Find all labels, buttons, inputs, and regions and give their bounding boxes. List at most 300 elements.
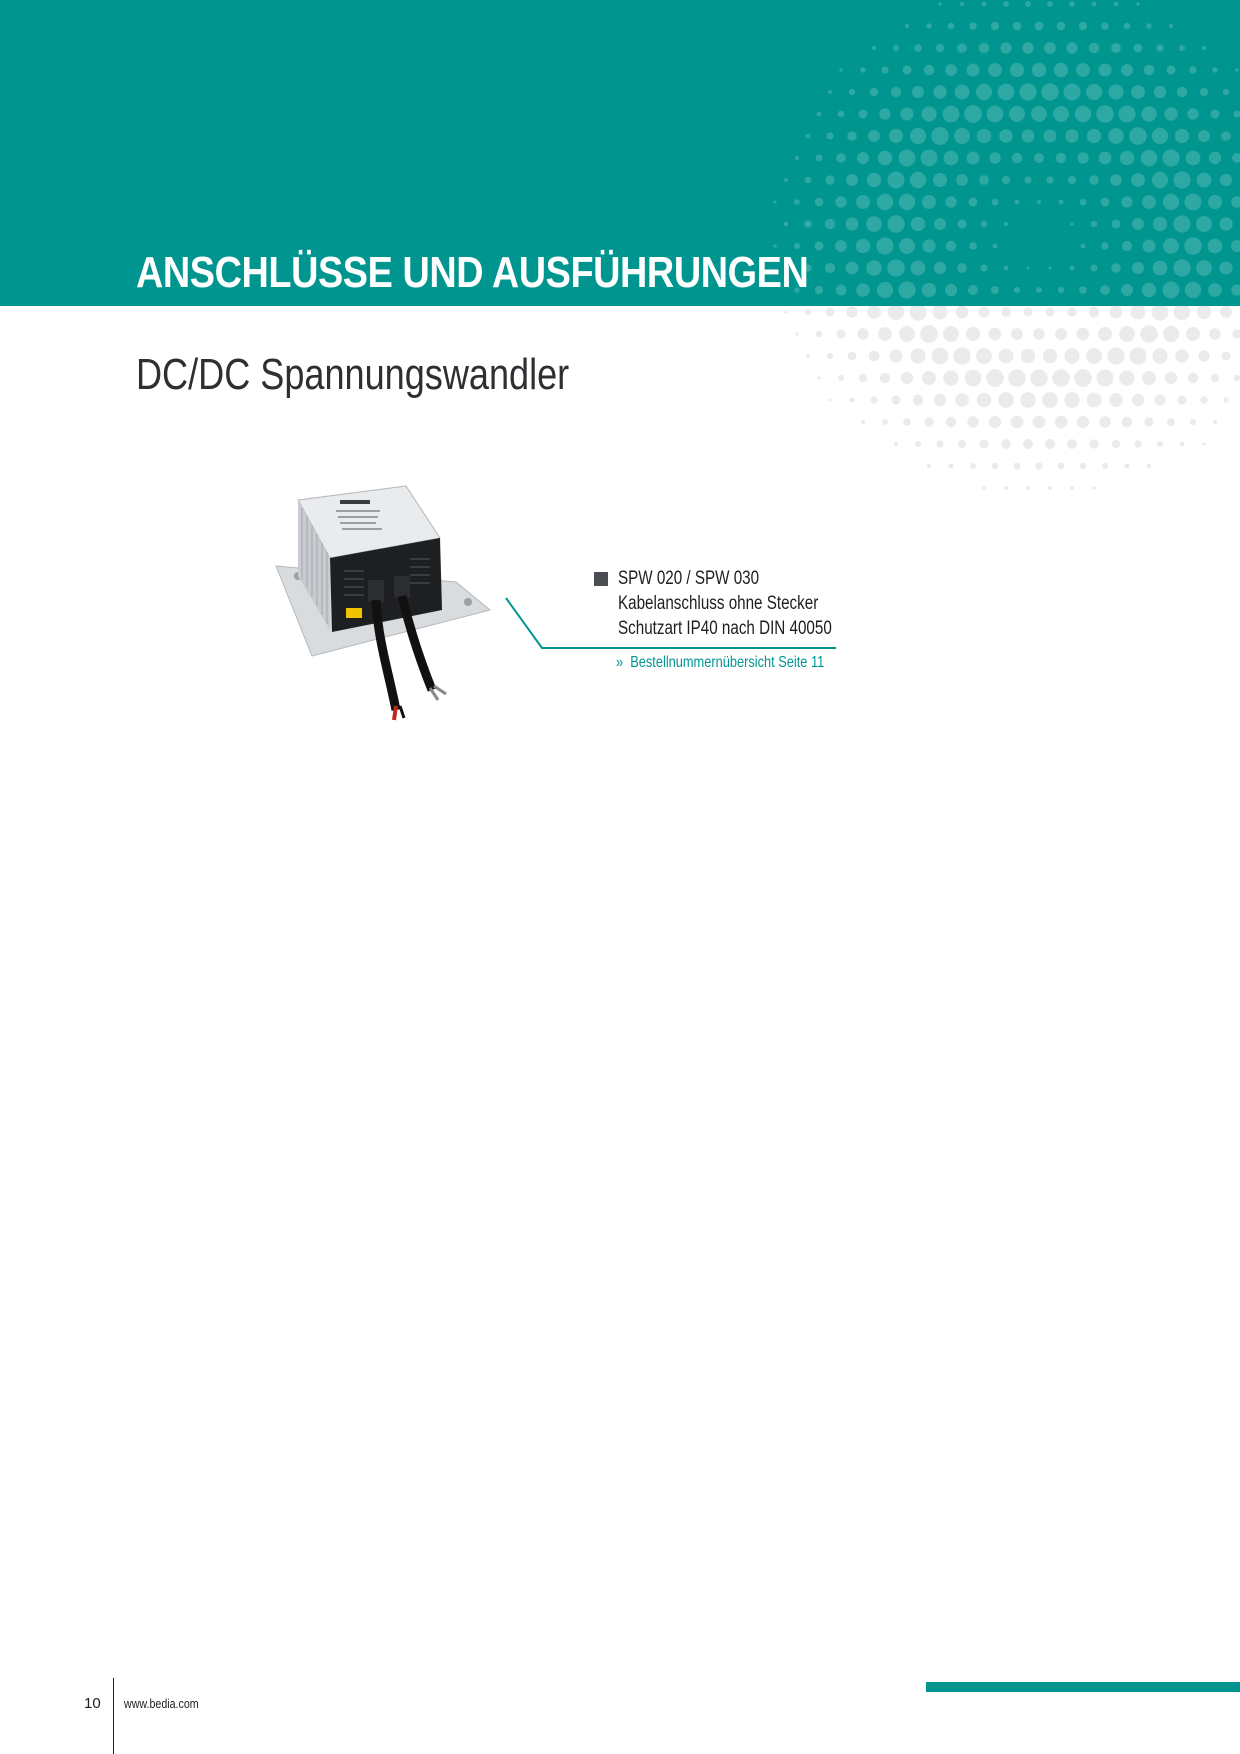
decorative-dot: [849, 397, 854, 402]
decorative-dot: [1119, 370, 1135, 386]
decorative-dot: [1067, 439, 1077, 449]
decorative-dot: [934, 394, 946, 406]
decorative-dot: [869, 351, 880, 362]
decorative-dot: [1041, 83, 1058, 100]
decorative-dot: [936, 44, 945, 53]
decorative-dot: [957, 263, 967, 273]
decorative-dot: [933, 85, 947, 99]
decorative-dot: [894, 442, 898, 446]
decorative-dot: [945, 284, 957, 296]
decorative-dot: [936, 440, 943, 447]
decorative-dot: [856, 195, 870, 209]
decorative-dot: [1180, 442, 1185, 447]
decorative-dot: [888, 306, 904, 320]
decorative-dot: [900, 107, 913, 120]
decorative-dot: [1059, 200, 1064, 205]
decorative-dot: [1070, 222, 1074, 226]
decorative-dot: [1156, 44, 1163, 51]
decorative-dot: [905, 24, 909, 28]
decorative-dot: [817, 376, 821, 380]
decorative-dot: [964, 105, 982, 123]
decorative-dot: [1099, 416, 1111, 428]
decorative-dot: [1089, 43, 1100, 54]
decorative-dot: [899, 238, 915, 254]
decorative-dot: [943, 106, 960, 123]
decorative-dot: [927, 464, 931, 468]
decorative-dot: [1219, 217, 1232, 230]
decorative-dot: [914, 44, 921, 51]
decorative-dot: [934, 218, 946, 230]
decorative-dot: [848, 352, 857, 361]
decorative-dot: [1014, 463, 1021, 470]
decorative-dot: [846, 262, 859, 275]
decorative-dot: [1185, 282, 1201, 298]
decorative-dot: [1143, 240, 1156, 253]
decorative-dot: [1058, 287, 1064, 293]
decorative-dot: [979, 43, 990, 54]
decorative-dot: [1037, 200, 1041, 204]
decorative-dot: [1142, 283, 1156, 297]
decorative-dot: [1052, 369, 1070, 387]
decorative-dot: [1026, 266, 1029, 269]
decorative-dot: [804, 220, 812, 228]
decorative-dot: [999, 349, 1014, 364]
decorative-dot: [1097, 370, 1114, 387]
decorative-dot: [1144, 65, 1155, 76]
decorative-dot: [1179, 45, 1185, 51]
decorative-dot: [1142, 371, 1156, 385]
decorative-dot: [1004, 486, 1008, 490]
decorative-dot: [1122, 417, 1133, 428]
decorative-dot: [1001, 439, 1011, 449]
decorative-dot: [954, 128, 970, 144]
footer-accent-bar: [926, 1682, 1240, 1692]
decorative-dot: [1008, 369, 1026, 387]
decorative-dot: [1020, 392, 1036, 408]
page-number: 10: [84, 1695, 101, 1712]
decorative-dot: [1100, 285, 1110, 295]
decorative-dot: [1064, 392, 1079, 407]
decorative-dot: [911, 261, 926, 276]
decorative-dot: [825, 263, 835, 273]
decorative-dot: [1068, 176, 1076, 184]
decorative-dot: [1055, 328, 1067, 340]
decorative-dot: [1012, 153, 1022, 163]
decorative-dot: [1208, 195, 1222, 209]
decorative-dot: [1234, 375, 1240, 381]
decorative-dot: [1169, 24, 1173, 28]
decorative-dot: [1154, 86, 1166, 98]
decorative-dot: [921, 150, 938, 167]
decorative-dot: [910, 348, 925, 363]
decorative-dot: [1211, 374, 1219, 382]
decorative-dot: [967, 64, 980, 77]
decorative-dot: [1043, 349, 1058, 364]
header-banner: [0, 0, 1240, 306]
decorative-dot: [1163, 326, 1179, 342]
decorative-dot: [912, 86, 924, 98]
decorative-dot: [1080, 199, 1087, 206]
decorative-dot: [861, 420, 865, 424]
product-model: SPW 020 / SPW 030: [618, 568, 760, 589]
decorative-dot: [958, 440, 966, 448]
footer-divider: [113, 1678, 114, 1754]
decorative-dot: [938, 2, 941, 5]
decorative-dot: [870, 396, 877, 403]
decorative-dot: [910, 172, 926, 188]
decorative-dot: [969, 242, 977, 250]
decorative-dot: [1167, 418, 1175, 426]
decorative-dot: [1099, 64, 1112, 77]
decorative-dot: [1092, 2, 1097, 7]
decorative-dot: [1030, 369, 1047, 386]
decorative-dot: [957, 219, 966, 228]
decorative-dot: [1189, 66, 1196, 73]
decorative-dot: [891, 87, 901, 97]
decorative-dot: [980, 264, 987, 271]
decorative-dot: [892, 396, 901, 405]
decorative-dot: [1055, 416, 1068, 429]
decorative-dot: [1024, 308, 1033, 317]
decorative-dot: [1035, 22, 1044, 31]
decorative-dot: [1057, 22, 1066, 31]
decorative-dot: [816, 155, 823, 162]
decorative-dot: [1175, 129, 1189, 143]
decorative-dot: [1066, 42, 1077, 53]
decorative-dot: [1141, 150, 1158, 167]
decorative-dot: [1163, 238, 1179, 254]
decorative-dot: [1089, 175, 1099, 185]
decorative-dot: [1203, 443, 1206, 446]
decorative-dot: [987, 106, 1004, 123]
decorative-dot: [1036, 287, 1042, 293]
decorative-dot: [982, 2, 987, 7]
decorative-dot: [1209, 328, 1221, 340]
decorative-dot: [1019, 83, 1036, 100]
decorative-dot: [993, 244, 998, 249]
decorative-dot: [1004, 266, 1009, 271]
decorative-dot: [1070, 486, 1074, 490]
decorative-dot: [981, 221, 988, 228]
decorative-dot: [1023, 439, 1033, 449]
decorative-dot: [856, 283, 870, 297]
decorative-dot: [1065, 129, 1078, 142]
decorative-dot: [943, 370, 958, 385]
decorative-dot: [847, 131, 857, 141]
decorative-dot: [979, 307, 990, 318]
decorative-dot: [1163, 194, 1179, 210]
decorative-dot: [933, 173, 947, 187]
decorative-dot: [934, 262, 946, 274]
decorative-dot: [992, 199, 999, 206]
decorative-dot: [931, 127, 949, 145]
decorative-dot: [956, 174, 968, 186]
decorative-dot: [915, 441, 921, 447]
decorative-dot: [1146, 23, 1152, 29]
decorative-dot: [976, 348, 992, 364]
decorative-dot: [1132, 262, 1144, 274]
decorative-dot: [926, 23, 931, 28]
decorative-dot: [1124, 23, 1131, 30]
decorative-dot: [1011, 416, 1024, 429]
decorative-dot: [1075, 106, 1092, 123]
decorative-dot: [1077, 152, 1088, 163]
decorative-dot: [1173, 215, 1190, 232]
decorative-dot: [1185, 194, 1202, 211]
decorative-dot: [1022, 42, 1034, 54]
decorative-dot: [1009, 106, 1025, 122]
decorative-dot: [1086, 348, 1102, 364]
decorative-dot: [1003, 1, 1009, 7]
decorative-dot: [922, 371, 936, 385]
decorative-dot: [1048, 486, 1052, 490]
decorative-dot: [986, 369, 1004, 387]
decorative-dot: [944, 151, 959, 166]
decorative-dot: [1076, 63, 1090, 77]
decorative-dot: [867, 173, 881, 187]
decorative-dot: [933, 306, 948, 320]
decorative-dot: [1026, 486, 1030, 490]
decorative-dot: [1092, 486, 1096, 490]
decorative-dot: [911, 217, 926, 232]
decorative-dot: [857, 328, 868, 339]
decorative-dot: [1044, 42, 1056, 54]
decorative-dot: [773, 200, 776, 203]
decorative-dot: [1200, 396, 1207, 403]
decorative-dot: [1129, 127, 1147, 145]
decorative-dot: [1053, 106, 1069, 122]
decorative-dot: [1152, 348, 1167, 363]
decorative-dot: [977, 393, 992, 408]
decorative-dot: [1162, 149, 1179, 166]
decorative-dot: [1198, 130, 1210, 142]
decorative-dot: [1200, 88, 1208, 96]
decorative-dot: [1221, 131, 1231, 141]
decorative-dot: [795, 332, 799, 336]
decorative-dot: [992, 463, 999, 470]
decorative-dot: [825, 175, 834, 184]
decorative-dot: [945, 196, 956, 207]
decorative-dot: [924, 417, 933, 426]
decorative-dot: [1164, 107, 1177, 120]
decorative-dot: [982, 486, 986, 490]
decorative-dot: [1209, 152, 1221, 164]
decorative-dot: [1223, 397, 1228, 402]
decorative-dot: [795, 156, 799, 160]
decorative-dot: [835, 240, 847, 252]
decorative-dot: [889, 349, 902, 362]
decorative-dot: [922, 283, 937, 298]
decorative-dot: [1086, 84, 1102, 100]
decorative-dot: [1032, 63, 1046, 77]
decorative-dot: [1144, 417, 1153, 426]
decorative-dot: [966, 327, 980, 341]
decorative-dot: [1080, 463, 1087, 470]
product-protection: Schutzart IP40 nach DIN 40050: [618, 618, 832, 639]
decorative-dot: [899, 326, 915, 342]
decorative-dot: [888, 172, 905, 189]
decorative-dot: [956, 306, 969, 318]
decorative-dot: [955, 393, 969, 407]
decorative-dot: [1121, 64, 1133, 76]
decorative-dot: [998, 392, 1013, 407]
decorative-dot: [1212, 67, 1217, 72]
decorative-dot: [1140, 325, 1158, 343]
order-number-link[interactable]: [616, 652, 824, 674]
decorative-dot: [991, 286, 999, 294]
decorative-dot: [846, 174, 858, 186]
decorative-dot: [969, 198, 978, 207]
decorative-dot: [1034, 153, 1044, 163]
decorative-dot: [1174, 306, 1191, 320]
decorative-dot: [1124, 463, 1129, 468]
decorative-dot: [817, 112, 822, 117]
decorative-dot: [828, 90, 832, 94]
decorative-dot: [1022, 130, 1035, 143]
decorative-dot: [806, 354, 810, 358]
decorative-dot: [1112, 220, 1121, 229]
decorative-dot: [921, 106, 936, 121]
decorative-dot: [866, 260, 882, 276]
decorative-dot: [1119, 326, 1135, 342]
decorative-dot: [868, 130, 880, 142]
decorative-dot: [979, 439, 988, 448]
decorative-dot: [849, 89, 855, 95]
decorative-dot: [1096, 105, 1114, 123]
decorative-dot: [806, 134, 811, 139]
decorative-dot: [784, 178, 788, 182]
decorative-dot: [1107, 347, 1124, 364]
decorative-dot: [1223, 89, 1229, 95]
decorative-dot: [1190, 419, 1196, 425]
decorative-dot: [920, 325, 938, 343]
decorative-dot: [1025, 1, 1031, 7]
decorative-dot: [955, 85, 970, 100]
decorative-dot: [826, 132, 833, 139]
decorative-dot: [1232, 153, 1240, 163]
decorative-dot: [1042, 392, 1058, 408]
decorative-dot: [1045, 439, 1055, 449]
decorative-dot: [1188, 373, 1198, 383]
decorative-dot: [1114, 2, 1118, 6]
decorative-dot: [998, 84, 1015, 101]
decorative-dot: [1235, 68, 1238, 71]
decorative-dot: [815, 286, 823, 294]
decorative-dot: [1021, 349, 1036, 364]
decorative-dot: [1219, 261, 1232, 274]
decorative-dot: [887, 215, 904, 232]
decorative-dot: [856, 239, 871, 254]
decorative-dot: [924, 65, 934, 75]
decorative-dot: [1147, 464, 1151, 468]
decorative-dot: [1046, 176, 1053, 183]
decorative-dot: [877, 282, 893, 298]
decorative-dot: [989, 152, 1000, 163]
decorative-dot: [899, 150, 916, 167]
decorative-dot: [826, 308, 835, 317]
decorative-dot: [1102, 463, 1108, 469]
product-image: [270, 480, 510, 730]
decorative-dot: [1155, 395, 1166, 406]
decorative-dot: [953, 347, 970, 364]
decorative-dot: [922, 195, 936, 209]
decorative-dot: [1153, 261, 1168, 276]
decorative-dot: [1070, 266, 1075, 271]
decorative-dot: [1067, 307, 1077, 317]
decorative-dot: [1031, 106, 1047, 122]
link-marker: »: [616, 654, 624, 671]
decorative-dot: [881, 66, 888, 73]
decorative-dot: [1121, 196, 1132, 207]
section-title: ANSCHLÜSSE UND AUSFÜHRUNGEN: [136, 248, 809, 297]
decorative-dot: [1196, 260, 1212, 276]
decorative-dot: [893, 45, 899, 51]
page-title: DC/DC Spannungswandler: [136, 350, 570, 399]
decorative-dot: [967, 416, 978, 427]
decorative-dot: [965, 370, 982, 387]
decorative-dot: [1058, 463, 1065, 470]
decorative-dot: [1001, 307, 1011, 317]
decorative-dot: [976, 84, 992, 100]
decorative-dot: [1111, 263, 1120, 272]
decorative-dot: [825, 219, 835, 229]
decorative-dot: [867, 306, 881, 319]
decorative-dot: [1196, 216, 1212, 232]
decorative-dot: [877, 194, 894, 211]
decorative-dot: [999, 129, 1013, 143]
decorative-dot: [1177, 87, 1187, 97]
decorative-dot: [1152, 128, 1168, 144]
decorative-dot: [943, 326, 959, 342]
decorative-dot: [946, 417, 956, 427]
decorative-dot: [1165, 372, 1177, 384]
decorative-dot: [1091, 221, 1097, 227]
decorative-dot: [1231, 196, 1240, 208]
decorative-dot: [1079, 286, 1087, 294]
decorative-dot: [1101, 198, 1110, 207]
decorative-dot: [1002, 176, 1010, 184]
decorative-dot: [1077, 416, 1089, 428]
decorative-dot: [827, 353, 833, 359]
decorative-dot: [968, 285, 978, 295]
decorative-dot: [880, 373, 890, 383]
decorative-dot: [1046, 308, 1055, 317]
decorative-dot: [1131, 306, 1146, 319]
product-connection: Kabelanschluss ohne Stecker: [618, 593, 819, 614]
decorative-dot: [1098, 327, 1112, 341]
decorative-dot: [872, 46, 876, 50]
decorative-dot: [1079, 22, 1087, 30]
decorative-dot: [866, 216, 882, 232]
decorative-dot: [889, 129, 903, 143]
decorative-dot: [1134, 440, 1141, 447]
decorative-dot: [878, 151, 893, 166]
decorative-dot: [1110, 306, 1123, 318]
bullet-square: [594, 572, 608, 586]
decorative-dot: [794, 199, 800, 205]
decorative-dot: [1089, 439, 1098, 448]
decorative-dot: [922, 239, 935, 252]
decorative-dot: [1120, 151, 1135, 166]
decorative-dot: [970, 463, 976, 469]
decorative-dot: [1175, 349, 1188, 362]
decorative-dot: [1129, 347, 1146, 364]
website-link[interactable]: www.bedia.com: [124, 1696, 199, 1711]
decorative-dot: [1152, 306, 1169, 321]
decorative-dot: [828, 398, 831, 401]
decorative-dot: [859, 374, 867, 382]
decorative-dot: [857, 152, 869, 164]
